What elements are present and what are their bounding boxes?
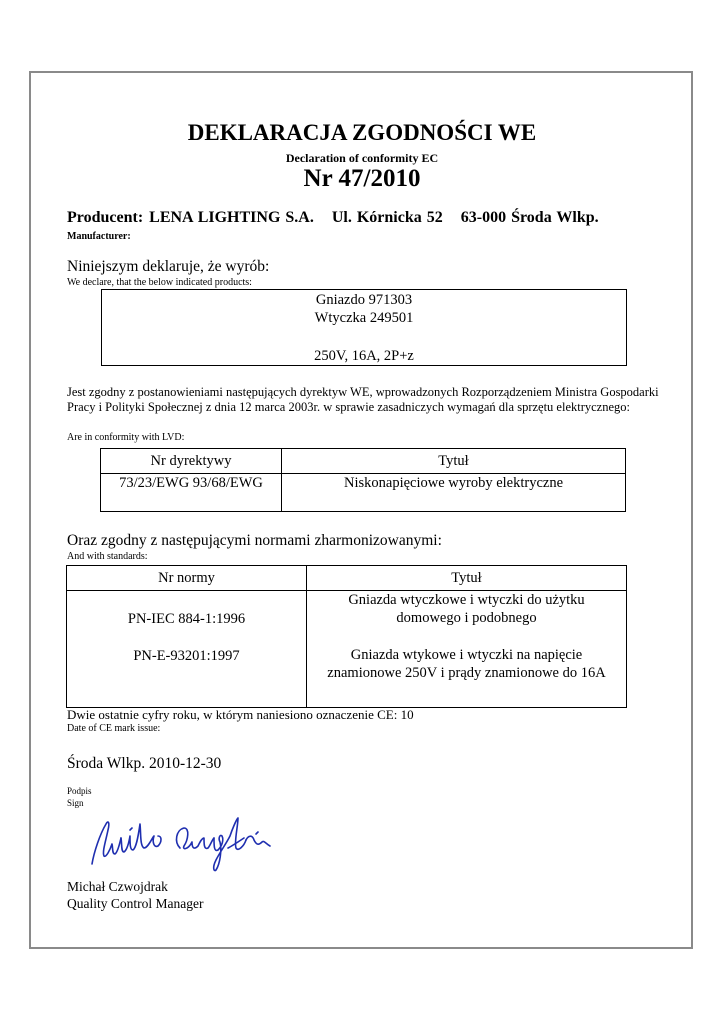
standard-title: Gniazda wtykowe i wtyczki na napięcie znamionowe 250V i prądy znamionowe do 16A	[327, 647, 606, 681]
sign-label-en: Sign	[67, 798, 84, 808]
place-date: Środa Wlkp. 2010-12-30	[67, 755, 222, 772]
col-standard-number: Nr normy	[67, 566, 307, 591]
signer-position: Quality Control Manager	[67, 896, 204, 911]
product-item: Wtyczka 249501	[314, 310, 414, 326]
directives-text-en: Are in conformity with LVD:	[67, 432, 185, 443]
table-row	[67, 591, 627, 708]
products-lead-en: We declare, that the below indicated products:	[67, 277, 252, 288]
directives-table	[100, 448, 626, 512]
product-item: Gniazdo 971303	[315, 292, 413, 308]
standard-number: PN-IEC 884-1:1996	[127, 611, 246, 627]
table-header-row	[67, 566, 627, 591]
declaration-number: Nr 47/2010	[303, 165, 421, 192]
standard-number: PN-E-93201:1997	[133, 648, 240, 664]
standard-titles	[307, 591, 627, 708]
producer-city: 63-000 Środa Wlkp.	[460, 209, 599, 226]
standard-title: Gniazda wtyczkowe i wtyczki do użytku domowego i podobnego	[348, 592, 585, 626]
standards-table	[66, 565, 627, 708]
product-rating: 250V, 16A, 2P+z	[314, 348, 414, 364]
ce-mark-text: Dwie ostatnie cyfry roku, w którym naniesiono oznaczenie CE: 10	[67, 707, 414, 722]
producer-street: Ul. Kórnicka 52	[331, 209, 443, 226]
producer-label: Producent:	[67, 209, 144, 226]
producer-company: LENA LIGHTING S.A.	[149, 209, 314, 226]
table-row	[101, 474, 626, 512]
directive-number: 73/23/EWG 93/68/EWG	[101, 474, 282, 512]
document-title-en: Declaration of conformity EC	[285, 151, 439, 165]
ce-mark-text-en: Date of CE mark issue:	[67, 723, 161, 734]
directives-text: Jest zgodny z postanowieniami następujących dyrektyw WE, wprowadzonych Rozporządzeniem Ministra Gospodarki Pracy i Polityki Społecznej z dnia 12 marca 2003r. w sprawie zasadniczych wymagań dla sprzętu elektrycznego:	[67, 385, 659, 414]
standard-numbers	[67, 591, 307, 708]
products-box	[101, 289, 627, 366]
sign-label: Podpis	[67, 786, 92, 796]
producer-line	[67, 209, 599, 227]
col-directive-number: Nr dyrektywy	[101, 449, 282, 474]
document-title: DEKLARACJA ZGODNOŚCI WE	[187, 120, 537, 145]
col-standard-title: Tytuł	[307, 566, 627, 591]
manufacturer-label: Manufacturer:	[67, 231, 131, 242]
signer-name: Michał Czwojdrak	[67, 879, 168, 894]
products-lead: Niniejszym deklaruje, że wyrób:	[67, 258, 270, 275]
signature-icon	[88, 812, 278, 874]
standards-lead: Oraz zgodny z następującymi normami zharmonizowanymi:	[67, 532, 442, 549]
col-directive-title: Tytuł	[282, 449, 626, 474]
table-header-row	[101, 449, 626, 474]
directive-title: Niskonapięciowe wyroby elektryczne	[282, 474, 626, 512]
standards-lead-en: And with standards:	[67, 551, 148, 562]
